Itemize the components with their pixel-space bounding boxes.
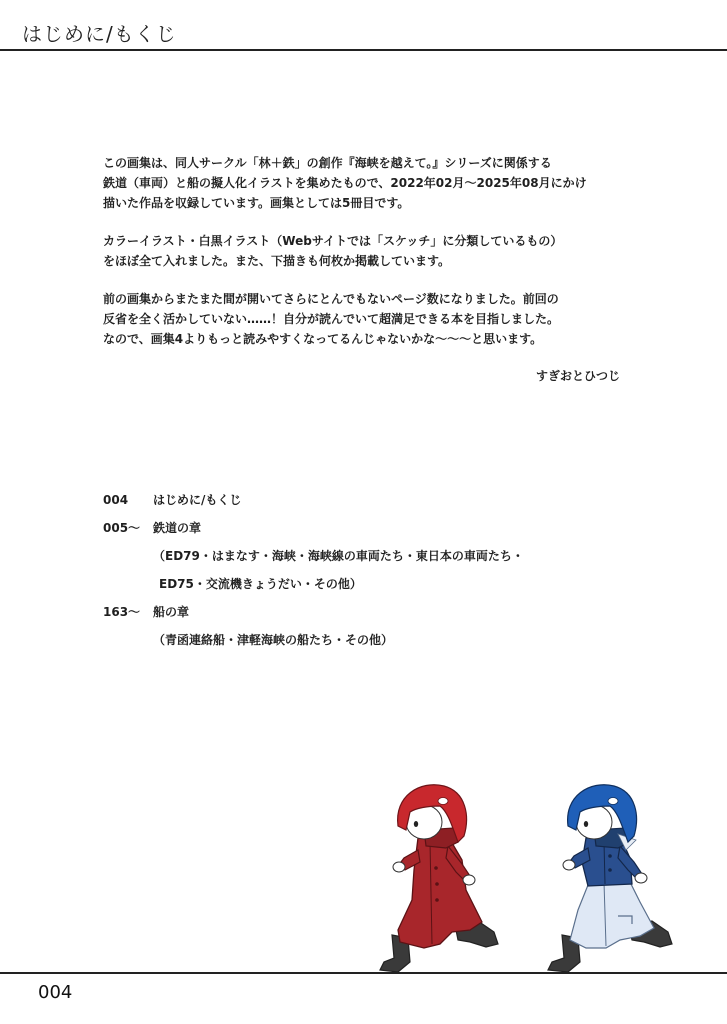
intro-line: なので、画集4よりもっと読みやすくなってるんじゃないかな～～～と思います。 — [103, 332, 543, 346]
toc-subtitle: （ED79・はまなす・海峡・海峡線の車両たち・東日本の車両たち・ — [153, 549, 524, 563]
blue-character — [548, 785, 672, 972]
toc-page-number: 163～ — [103, 605, 141, 619]
toc-title: 鉄道の章 — [153, 521, 202, 535]
intro-line: 前の画集からまたまた間が開いてさらにとんでもないページ数になりました。前回の — [103, 292, 559, 306]
intro-line: カラーイラスト・白黒イラスト（Webサイトでは「スケッチ」に分類しているもの） — [103, 234, 563, 248]
intro-line: 描いた作品を収録しています。画集としては5冊目です。 — [103, 196, 410, 210]
toc-subtitle: （青函連絡船・津軽海峡の船たち・その他） — [153, 633, 394, 647]
footer-divider — [0, 972, 727, 974]
page-number: 004 — [38, 982, 73, 1003]
toc-page-number: 005～ — [103, 521, 141, 535]
author-signature: すぎおとひつじ — [535, 369, 620, 383]
page-title: はじめに/もくじ — [22, 22, 177, 46]
intro-line: 反省を全く活かしていない……！自分が読んでいて超満足できる本を目指しました。 — [103, 312, 560, 326]
intro-line: この画集は、同人サークル「林＋鉄」の創作『海峡を越えて。』シリーズに関係する — [103, 156, 552, 170]
red-character — [380, 785, 498, 972]
intro-line: 鉄道（車両）と船の擬人化イラストを集めたもので、2022年02月～2025年08月にかけ — [103, 176, 587, 190]
toc-subtitle: ED75・交流機きょうだい・その他） — [159, 577, 362, 591]
intro-line: をほぼ全て入れました。また、下描きも何枚か掲載しています。 — [103, 254, 451, 268]
toc-title: 船の章 — [153, 605, 190, 619]
toc-title: はじめに/もくじ — [153, 493, 242, 507]
toc-page-number: 004 — [103, 493, 129, 507]
